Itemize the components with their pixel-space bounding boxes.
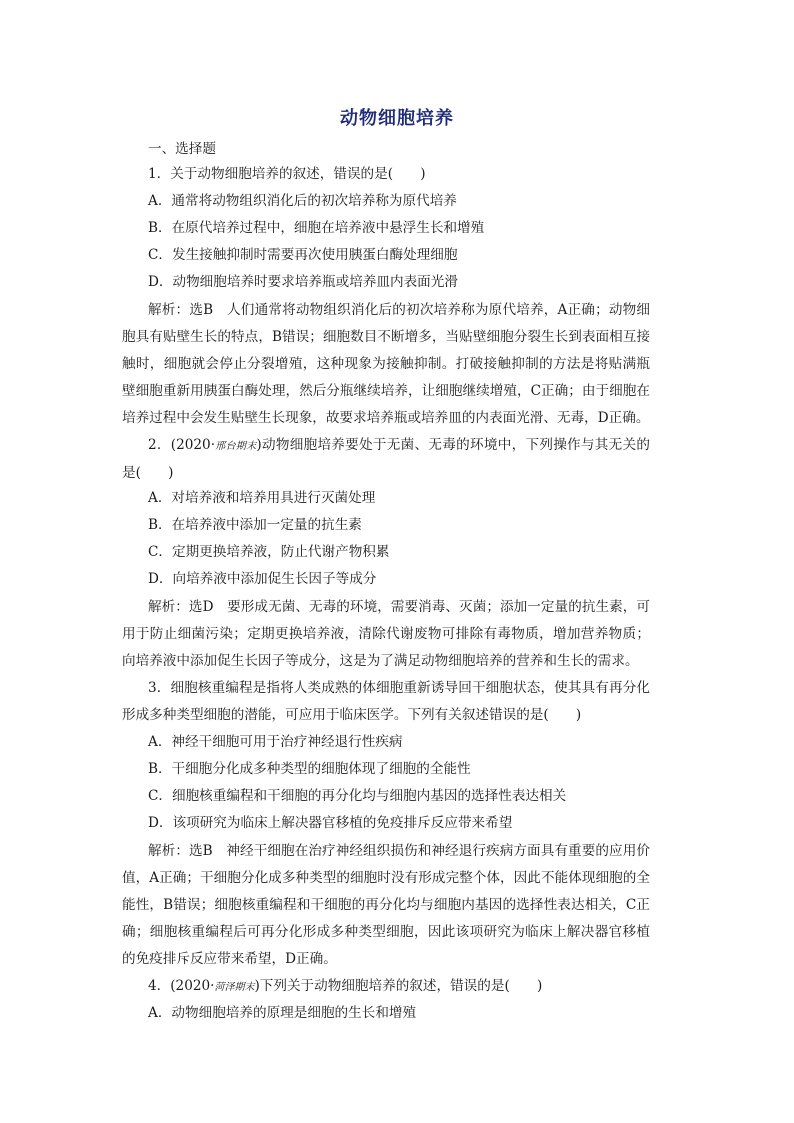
question-1-option-c: C．发生接触抑制时需要再次使用胰蛋白酶处理细胞 xyxy=(148,247,458,263)
question-2-option-c: C．定期更换培养液，防止代谢产物积累 xyxy=(148,544,390,560)
question-3-option-d: D．该项研究为临床上解决器官移植的免疫排斥反应带来希望 xyxy=(148,815,513,831)
question-1-stem: 1．关于动物细胞培养的叙述，错误的是( ) xyxy=(148,166,426,182)
question-2-stem-text: )动物细胞培养要处于无菌、无毒的环境中，下列操作与其无关的是( ) xyxy=(122,437,650,481)
question-3-option-b: B．干细胞分化成多种类型的细胞体现了细胞的全能性 xyxy=(148,761,471,777)
question-2-option-a: A．对培养液和培养用具进行灭菌处理 xyxy=(148,490,376,506)
question-2-analysis: 解析：选D 要形成无菌、无毒的环境，需要消毒、灭菌；添加一定量的抗生素，可用于防止细菌污染；定期更换培养液，清除代谢废物可排除有毒物质，增加营养物质；向培养液中添加促生长因子等成分，这是为了满足动物细胞培养的营养和生长的需求。 xyxy=(122,599,650,669)
question-2-number: 2．(2020· xyxy=(148,437,216,453)
question-4-stem xyxy=(148,973,648,1001)
section-heading: 一、选择题 xyxy=(148,141,216,157)
question-4-number: 4．(2020· xyxy=(148,978,215,994)
question-4-option-a: A．动物细胞培养的原理是细胞的生长和增殖 xyxy=(148,1005,417,1021)
question-4-stem-text: )下列关于动物细胞培养的叙述，错误的是( ) xyxy=(254,978,543,994)
question-3-option-c: C．细胞核重编程和干细胞的再分化均与细胞内基因的选择性表达相关 xyxy=(148,788,567,804)
question-3-analysis: 解析：选B 神经干细胞在治疗神经组织损伤和神经退行疾病方面具有重要的应用价值，A正确；干细胞分化成多种类型的细胞时没有形成完整个体，因此不能体现细胞的全能性，B错误；细胞核重编程和干细胞的再分化均与细胞内基因的选择性表达相关，C正确；细胞核重编程后可再分化形成多种类型细胞，因此该项研究为临床上解决器官移植的免疫排斥反应带来希望，D正确。 xyxy=(122,843,650,967)
question-3-option-a: A．神经干细胞可用于治疗神经退行性疾病 xyxy=(148,734,403,750)
question-4-source: 菏泽期末 xyxy=(214,982,255,993)
question-2-source: 邢台期末 xyxy=(215,441,257,452)
question-1-option-d: D．动物细胞培养时要求培养瓶或培养皿内表面光滑 xyxy=(148,274,458,290)
question-2-option-d: D．向培养液中添加促生长因子等成分 xyxy=(148,571,377,587)
question-1-option-a: A．通常将动物组织消化后的初次培养称为原代培养 xyxy=(148,193,457,209)
page-title: 动物细胞培养 xyxy=(340,108,454,129)
question-2-option-b: B．在培养液中添加一定量的抗生素 xyxy=(148,517,362,533)
question-1-option-b: B．在原代培养过程中，细胞在培养液中悬浮生长和增殖 xyxy=(148,220,485,236)
question-2-stem xyxy=(122,432,650,487)
question-3-stem: 3．细胞核重编程是指将人类成熟的体细胞重新诱导回干细胞状态，使其具有再分化形成多种类型细胞的潜能，可应用于临床医学。下列有关叙述错误的是( ) xyxy=(122,680,650,723)
question-1-analysis: 解析：选B 人们通常将动物组织消化后的初次培养称为原代培养，A正确；动物细胞具有贴壁生长的特点，B错误；细胞数目不断增多，当贴壁细胞分裂生长到表面相互接触时，细胞就会停止分裂增殖，这种现象为接触抑制。打破接触抑制的方法是将贴满瓶壁细胞重新用胰蛋白酶处理，然后分瓶继续培养，让细胞继续增殖，C正确；由于细胞在培养过程中会发生贴壁生长现象，故要求培养瓶或培养皿的内表面光滑、无毒，D正确。 xyxy=(122,302,650,426)
